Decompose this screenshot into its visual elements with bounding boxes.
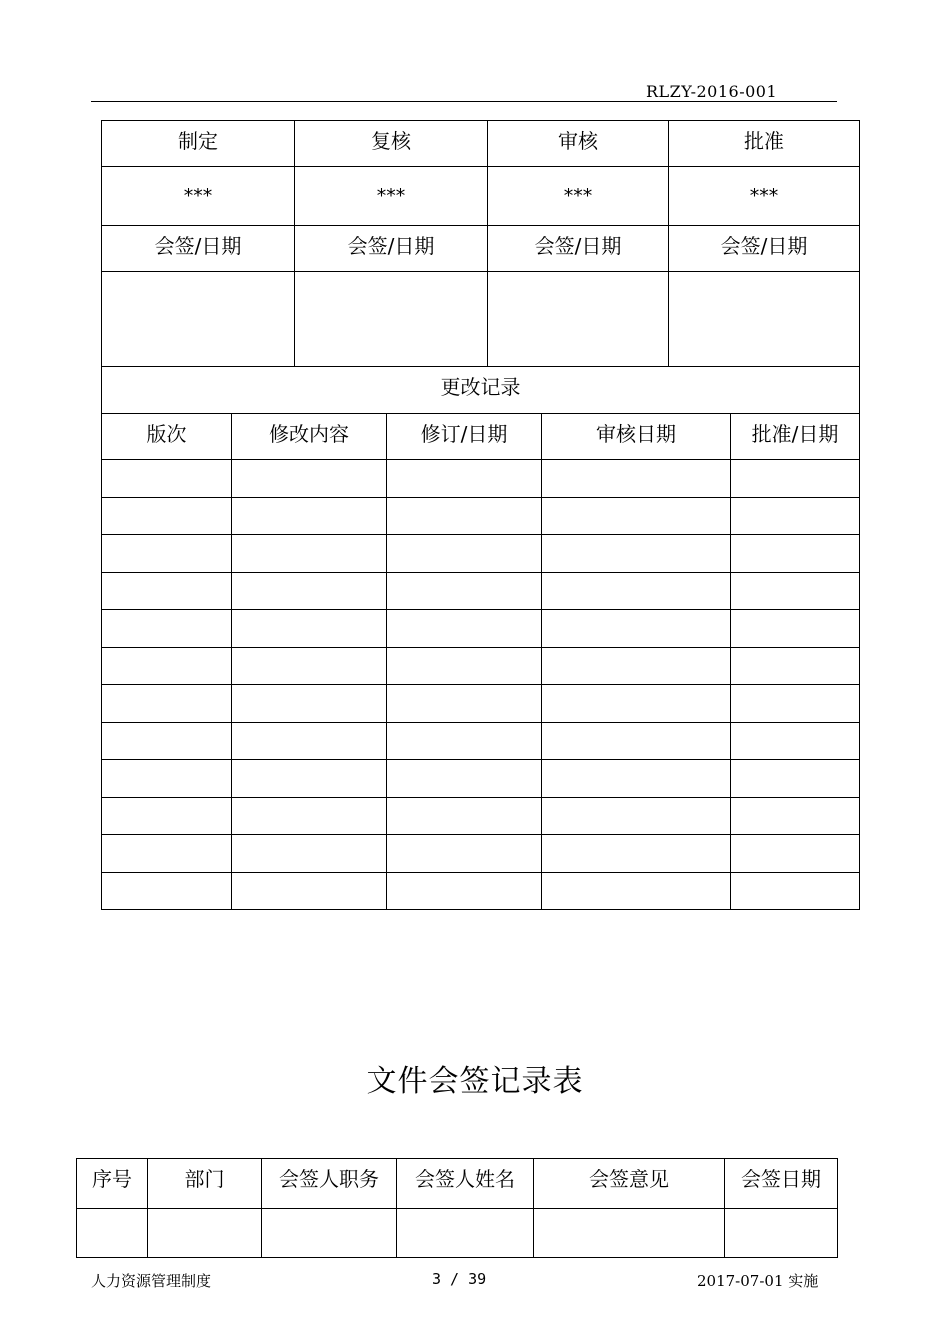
column-header: 修订/日期	[387, 414, 542, 460]
table-row	[102, 572, 860, 610]
countersign-cell	[669, 272, 860, 367]
empty-cell	[542, 685, 731, 723]
empty-cell	[731, 610, 860, 648]
countersign-label-row	[102, 226, 860, 272]
empty-cell	[148, 1209, 262, 1258]
empty-cell	[542, 872, 731, 910]
countersign-label: 会签/日期	[488, 226, 669, 272]
empty-cell	[102, 535, 232, 573]
empty-cell	[232, 460, 387, 498]
empty-cell	[542, 835, 731, 873]
empty-cell	[232, 497, 387, 535]
empty-cell	[102, 835, 232, 873]
empty-cell	[387, 497, 542, 535]
empty-cell	[731, 797, 860, 835]
empty-cell	[397, 1209, 534, 1258]
table-row	[102, 835, 860, 873]
column-header: 版次	[102, 414, 232, 460]
empty-cell	[387, 722, 542, 760]
change-record-title-row	[102, 367, 860, 414]
change-record-title: 更改记录	[102, 367, 860, 414]
footer-document-name: 人力资源管理制度	[91, 1272, 212, 1290]
empty-cell	[387, 647, 542, 685]
empty-cell	[232, 835, 387, 873]
column-header: 会签意见	[534, 1159, 725, 1209]
column-header: 会签日期	[725, 1159, 838, 1209]
signoff-record-title: 文件会签记录表	[366, 1064, 584, 1099]
empty-cell	[731, 572, 860, 610]
countersign-label: 会签/日期	[295, 226, 488, 272]
column-header: 修改内容	[232, 414, 387, 460]
empty-cell	[232, 610, 387, 648]
effective-date: 2017-07-01 实施	[697, 1272, 819, 1290]
change-record-header-row	[102, 414, 860, 460]
empty-cell	[102, 460, 232, 498]
change-record-table	[101, 413, 860, 910]
empty-cell	[102, 497, 232, 535]
empty-cell	[542, 722, 731, 760]
empty-cell	[542, 610, 731, 648]
empty-cell	[542, 497, 731, 535]
table-row	[102, 872, 860, 910]
approval-role-row	[102, 121, 860, 167]
role-approve: 批准	[669, 121, 860, 167]
table-row	[102, 497, 860, 535]
column-header: 会签人姓名	[397, 1159, 534, 1209]
empty-cell	[102, 797, 232, 835]
role-recheck: 复核	[295, 121, 488, 167]
signoff-header-row	[77, 1159, 838, 1209]
empty-cell	[387, 760, 542, 798]
header-rule	[91, 101, 837, 102]
empty-cell	[731, 685, 860, 723]
empty-cell	[262, 1209, 397, 1258]
empty-cell	[77, 1209, 148, 1258]
column-header: 批准/日期	[731, 414, 860, 460]
empty-cell	[542, 535, 731, 573]
empty-cell	[232, 760, 387, 798]
role-prepare: 制定	[102, 121, 295, 167]
role-review: 审核	[488, 121, 669, 167]
empty-cell	[542, 572, 731, 610]
table-row	[102, 722, 860, 760]
empty-cell	[387, 685, 542, 723]
empty-cell	[534, 1209, 725, 1258]
signature-review: ***	[488, 167, 669, 226]
countersign-cell	[102, 272, 295, 367]
page-number: 3 / 39	[432, 1270, 487, 1288]
table-row	[102, 460, 860, 498]
empty-cell	[232, 535, 387, 573]
empty-cell	[387, 572, 542, 610]
empty-cell	[387, 610, 542, 648]
signature-approve: ***	[669, 167, 860, 226]
countersign-cell	[488, 272, 669, 367]
countersign-blank-row	[102, 272, 860, 367]
empty-cell	[542, 797, 731, 835]
empty-cell	[232, 572, 387, 610]
empty-cell	[542, 647, 731, 685]
empty-cell	[731, 872, 860, 910]
table-row	[102, 535, 860, 573]
empty-cell	[102, 572, 232, 610]
table-row	[77, 1209, 838, 1258]
signature-recheck: ***	[295, 167, 488, 226]
empty-cell	[731, 460, 860, 498]
empty-cell	[387, 797, 542, 835]
empty-cell	[232, 647, 387, 685]
countersign-label: 会签/日期	[669, 226, 860, 272]
approval-signature-row	[102, 167, 860, 226]
signoff-record-table	[76, 1158, 838, 1258]
empty-cell	[102, 760, 232, 798]
column-header: 序号	[77, 1159, 148, 1209]
empty-cell	[102, 647, 232, 685]
empty-cell	[232, 872, 387, 910]
empty-cell	[731, 497, 860, 535]
empty-cell	[542, 760, 731, 798]
approval-table	[101, 120, 860, 414]
empty-cell	[232, 797, 387, 835]
empty-cell	[102, 610, 232, 648]
empty-cell	[232, 685, 387, 723]
column-header: 部门	[148, 1159, 262, 1209]
empty-cell	[387, 535, 542, 573]
empty-cell	[731, 535, 860, 573]
signature-prepare: ***	[102, 167, 295, 226]
document-code: RLZY-2016-001	[646, 82, 778, 101]
empty-cell	[102, 722, 232, 760]
table-row	[102, 610, 860, 648]
empty-cell	[387, 460, 542, 498]
table-row	[102, 797, 860, 835]
countersign-label: 会签/日期	[102, 226, 295, 272]
empty-cell	[232, 722, 387, 760]
empty-cell	[387, 835, 542, 873]
empty-cell	[387, 872, 542, 910]
table-row	[102, 647, 860, 685]
countersign-cell	[295, 272, 488, 367]
column-header: 会签人职务	[262, 1159, 397, 1209]
empty-cell	[102, 685, 232, 723]
empty-cell	[542, 460, 731, 498]
empty-cell	[725, 1209, 838, 1258]
table-row	[102, 760, 860, 798]
column-header: 审核日期	[542, 414, 731, 460]
table-row	[102, 685, 860, 723]
empty-cell	[731, 835, 860, 873]
empty-cell	[731, 647, 860, 685]
empty-cell	[731, 760, 860, 798]
empty-cell	[102, 872, 232, 910]
empty-cell	[731, 722, 860, 760]
